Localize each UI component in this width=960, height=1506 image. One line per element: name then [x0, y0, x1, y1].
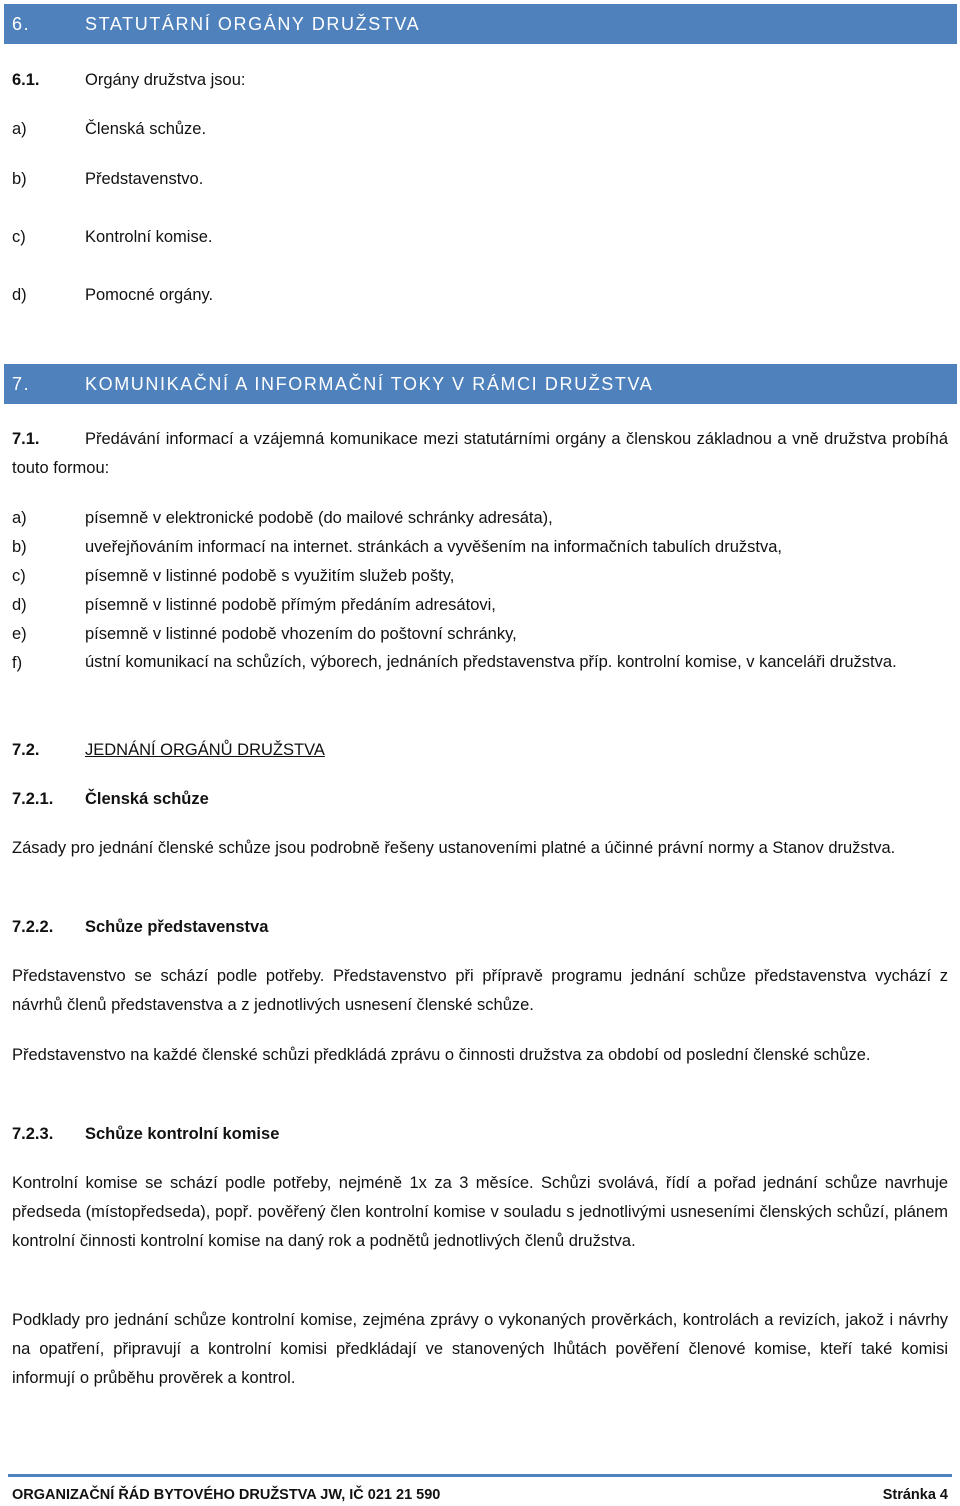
subsection-title: Členská schůze: [85, 790, 209, 808]
list-item-label: c): [12, 228, 26, 246]
list-item-label: d): [12, 596, 27, 614]
list-item: Členská schůze.: [85, 120, 207, 138]
subsection-number: 7.2.: [12, 741, 40, 759]
footer-title: ORGANIZAČNÍ ŘÁD BYTOVÉHO DRUŽSTVA JW, IČ 021 21 590: [12, 1487, 441, 1503]
list-item-label: a): [12, 509, 27, 527]
paragraph: Zásady pro jednání členské schůze jsou podrobně řešeny ustanoveními platné a účinné právní normy a Stanov družstva.: [12, 839, 896, 857]
section-number: 7.: [12, 374, 31, 394]
subsection-title: JEDNÁNÍ ORGÁNŮ DRUŽSTVA: [85, 741, 325, 759]
list-item-label: a): [12, 120, 27, 138]
list-item-label: b): [12, 538, 27, 556]
list-item: písemně v listinné podobě s využitím služeb pošty,: [85, 567, 455, 585]
footer-divider: [8, 1474, 952, 1477]
list-item: písemně v elektronické podobě (do mailové schránky adresáta),: [85, 509, 553, 527]
paragraph: Představenstvo na každé členské schůzi předkládá zprávu o činnosti družstva za období od poslední členské schůze.: [12, 1046, 871, 1064]
paragraph: Podklady pro jednání schůze kontrolní komise, zejména zprávy o vykonaných prověrkách, kontrolách a revizích, jakož i návrhy na opatření, připravují a kontrolní komisi předkládají ve stanovených lhůtách pověření členové komise, kteří také komisi informují o průběhu prověrek a kontrol.: [12, 1311, 948, 1387]
list-item-label: b): [12, 170, 27, 188]
subsection-text: Orgány družstva jsou:: [85, 71, 246, 89]
subsection-number: 7.1.: [12, 430, 40, 448]
list-item: písemně v listinné podobě přímým předáním adresátovi,: [85, 596, 496, 614]
list-item: Pomocné orgány.: [85, 286, 214, 304]
list-item: ústní komunikací na schůzích, výborech, jednáních představenstva příp. kontrolní komise, v kanceláři družstva.: [85, 653, 897, 671]
paragraph-7-1: [12, 425, 948, 483]
section-title: STATUTÁRNÍ ORGÁNY DRUŽSTVA: [85, 14, 421, 34]
list-item-label: d): [12, 286, 27, 304]
paragraph: Kontrolní komise se schází podle potřeby, nejméně 1x za 3 měsíce. Schůzi svolává, řídí a pořad jednání schůze navrhuje předseda (místopředseda), popř. pověřený člen kontrolní komise v souladu s jednotlivými usneseními členských schůzí, plánem kontrolní činnosti kontrolní komise na daný rok a podnětů jednotlivých členů družstva.: [12, 1174, 948, 1250]
list-item-label: f): [12, 654, 23, 672]
subsection-number: 7.2.1.: [12, 790, 54, 808]
list-item: Kontrolní komise.: [85, 228, 213, 246]
list-item-label: e): [12, 625, 27, 643]
section-7-heading: [4, 364, 957, 404]
section-number: 6.: [12, 14, 31, 34]
list-item: uveřejňováním informací na internet. stránkách a vyvěšením na informačních tabulích družstva,: [85, 538, 783, 556]
list-item: Představenstvo.: [85, 170, 204, 188]
subsection-title: Schůze kontrolní komise: [85, 1125, 280, 1143]
paragraph-text: Předávání informací a vzájemná komunikace mezi statutárními orgány a členskou základnou a vně družstva probíhá touto formou:: [12, 430, 948, 477]
paragraph: Představenstvo se schází podle potřeby. Představenstvo při přípravě programu jednání schůze představenstva vychází z návrhů členů představenstva a z jednotlivých usnesení členské schůze.: [12, 967, 948, 1014]
list-item: písemně v listinné podobě vhozením do poštovní schránky,: [85, 625, 517, 643]
section-title: KOMUNIKAČNÍ A INFORMAČNÍ TOKY V RÁMCI DRUŽSTVA: [85, 374, 654, 394]
subsection-number: 7.2.2.: [12, 918, 54, 936]
subsection-number: 6.1.: [12, 71, 40, 89]
subsection-number: 7.2.3.: [12, 1125, 54, 1143]
section-6-heading: [4, 4, 957, 44]
subsection-title: Schůze představenstva: [85, 918, 269, 936]
page-number: Stránka 4: [882, 1487, 948, 1503]
list-item-label: c): [12, 567, 26, 585]
